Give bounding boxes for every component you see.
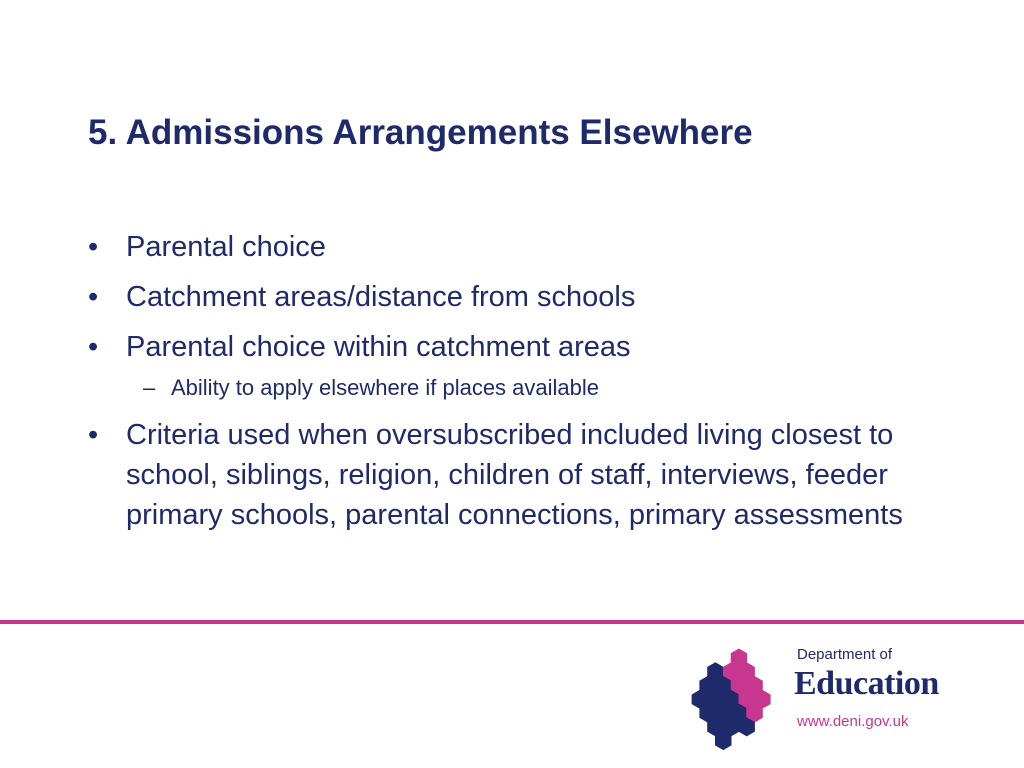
- bullet-dot: •: [88, 231, 99, 263]
- bullet-text: Parental choice within catchment areas: [126, 331, 631, 363]
- bullet-list: [88, 227, 948, 545]
- bullet-dot: •: [88, 331, 99, 363]
- sub-bullet-item: [88, 373, 948, 403]
- bullet-item: [88, 227, 948, 267]
- footer-divider: [0, 620, 1024, 624]
- bullet-text: Criteria used when oversubscribed included living closest to school, siblings, religion, children of staff, interviews, feeder primary schools, parental connections, primary assessments: [126, 419, 903, 531]
- bullet-item: [88, 415, 948, 535]
- logo-line2: Education: [794, 665, 939, 702]
- bullet-dot: •: [88, 281, 99, 313]
- bullet-item: [88, 277, 948, 317]
- hexagon-cluster-logo-icon: [686, 648, 782, 754]
- sub-bullet-dash: –: [143, 375, 156, 400]
- department-of-education-logo: [680, 640, 980, 760]
- sub-bullet-text: Ability to apply elsewhere if places available: [171, 375, 600, 400]
- bullet-item: [88, 327, 948, 367]
- bullet-dot: •: [88, 419, 99, 451]
- logo-line1: Department of: [797, 646, 893, 663]
- logo-url: www.deni.gov.uk: [797, 713, 909, 730]
- bullet-text: Catchment areas/distance from schools: [126, 281, 636, 313]
- slide-title: 5. Admissions Arrangements Elsewhere: [88, 113, 753, 152]
- bullet-text: Parental choice: [126, 231, 326, 263]
